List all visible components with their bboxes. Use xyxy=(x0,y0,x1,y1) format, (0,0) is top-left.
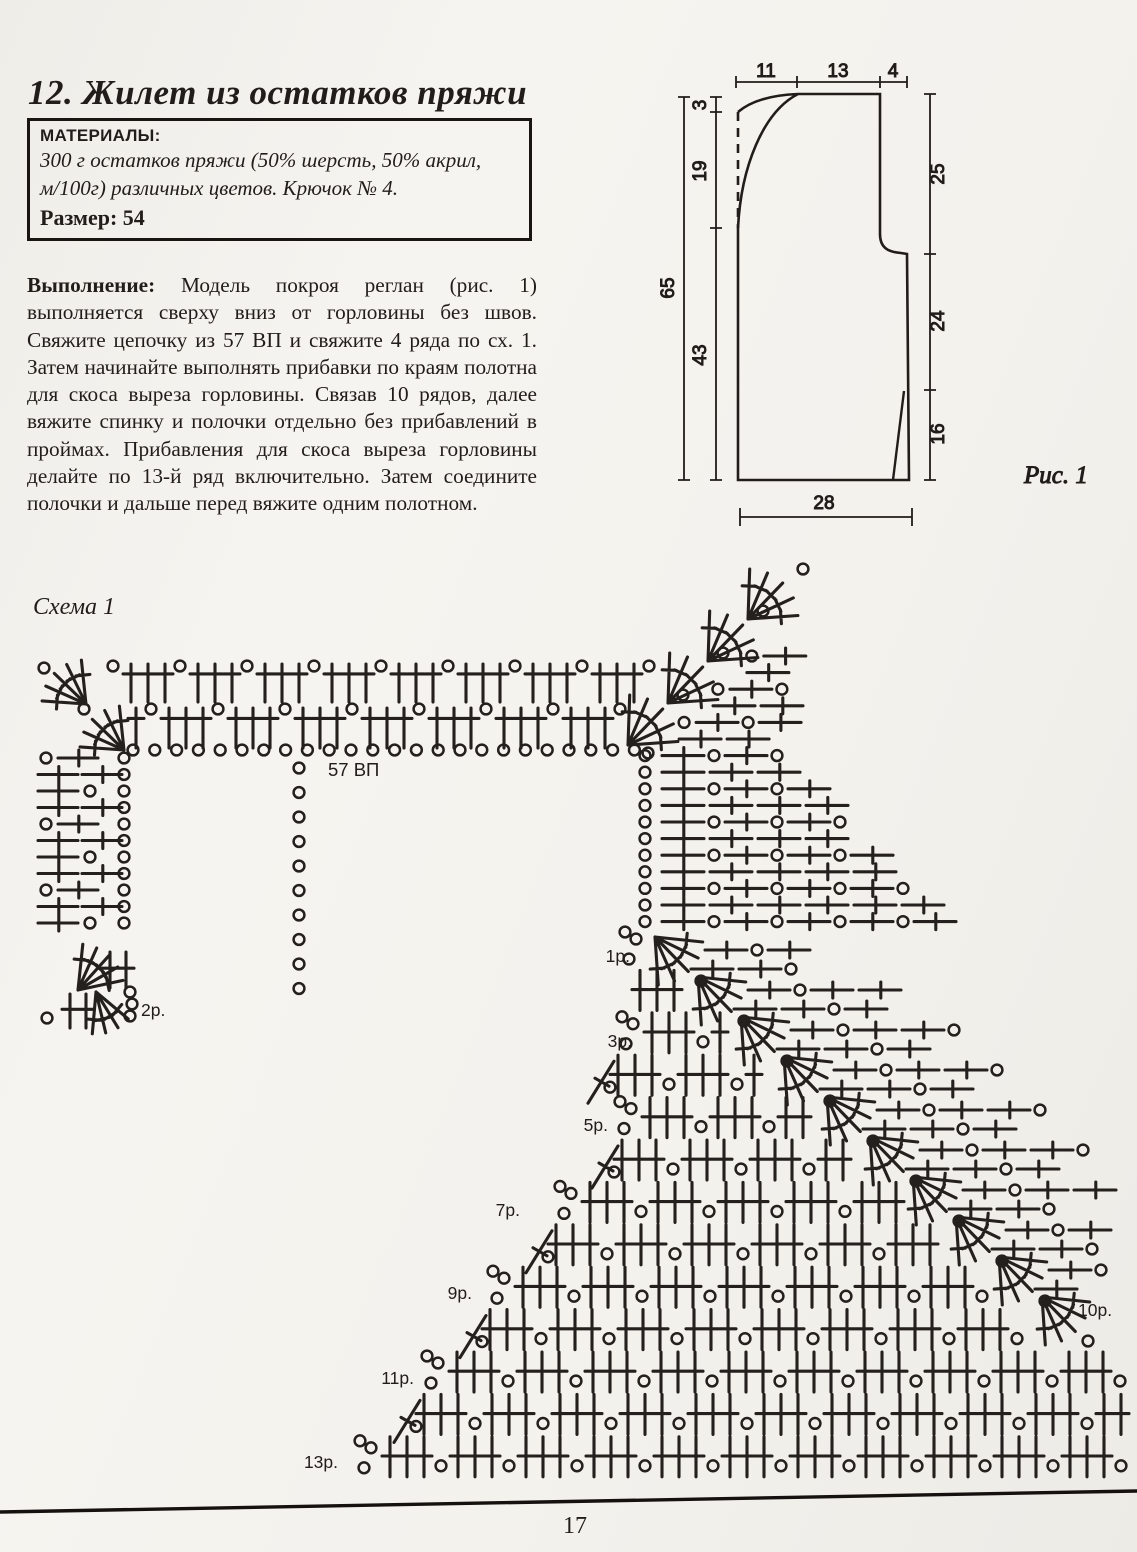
row-label-1: 1р. xyxy=(605,946,630,966)
vest-neck-curve xyxy=(738,94,798,112)
dim-24: 24 xyxy=(928,310,949,332)
dimension-lines xyxy=(678,76,936,526)
materials-heading: МАТЕРИАЛЫ: xyxy=(40,126,161,145)
chart-stitch-lines xyxy=(38,569,1129,1477)
vest-outline xyxy=(738,94,909,480)
materials-size-value: 54 xyxy=(122,204,145,230)
figure1-caption: Рис. 1 xyxy=(1024,462,1088,489)
materials-size-label: Размер: xyxy=(40,204,118,230)
chart-chain-rings xyxy=(39,564,1127,1474)
row-label-7: 7р. xyxy=(495,1200,520,1220)
vest-dart-line xyxy=(893,391,904,480)
materials-box xyxy=(27,118,532,241)
row-label-13: 13р. xyxy=(303,1452,338,1472)
dim-43: 43 xyxy=(690,344,711,366)
execution-text: Модель покроя реглан (рис. 1) выполняется сверху вниз от горловины без швов. Свяжите цепочку из 57 ВП и свяжите 4 ряда по сх. 1. Затем начинайте выполнять прибавки по краям полотна для скоса выреза горловины. Связав 10 рядов, далее вяжите спинку и полочки отдельно без прибавлений в проймах. Прибавления для скоса выреза горловины делайте по 13-й ряд включительно. Затем соедините полочки и дальше перед вяжите одним полотном. xyxy=(27,273,537,515)
dim-19: 19 xyxy=(690,160,711,182)
footer-rule xyxy=(0,1491,1137,1512)
crochet-chart xyxy=(38,564,1129,1477)
dim-3: 3 xyxy=(690,99,711,111)
row-label-5: 5р. xyxy=(583,1115,608,1135)
dim-13: 13 xyxy=(827,61,849,82)
dim-16: 16 xyxy=(928,423,949,445)
dim-65: 65 xyxy=(658,277,679,299)
page-number: 17 xyxy=(563,1513,587,1539)
dim-4: 4 xyxy=(887,61,899,82)
materials-size xyxy=(40,205,517,231)
row-label-11: 11р. xyxy=(381,1368,414,1388)
chain-57vp-label: 57 ВП xyxy=(328,759,380,780)
dim-25: 25 xyxy=(928,163,949,185)
dim-28: 28 xyxy=(813,493,835,514)
dim-11: 11 xyxy=(756,61,776,82)
page-title: 12. Жилет из остатков пряжи xyxy=(28,73,528,113)
figure1-schematic xyxy=(658,61,1088,526)
row-label-10: 10р. xyxy=(1078,1300,1113,1320)
schema-caption: Схема 1 xyxy=(33,594,116,620)
execution-lead: Выполнение: xyxy=(27,273,156,297)
materials-body: 300 г остатков пряжи (50% шерсть, 50% акрил, м/100г) различных цветов. Крючок № 4. xyxy=(40,148,482,200)
row-label-9: 9р. xyxy=(447,1283,472,1303)
row-label-2: 2р. xyxy=(141,1000,166,1020)
execution-paragraph xyxy=(27,272,537,517)
row-label-3: 3р. xyxy=(607,1031,632,1051)
